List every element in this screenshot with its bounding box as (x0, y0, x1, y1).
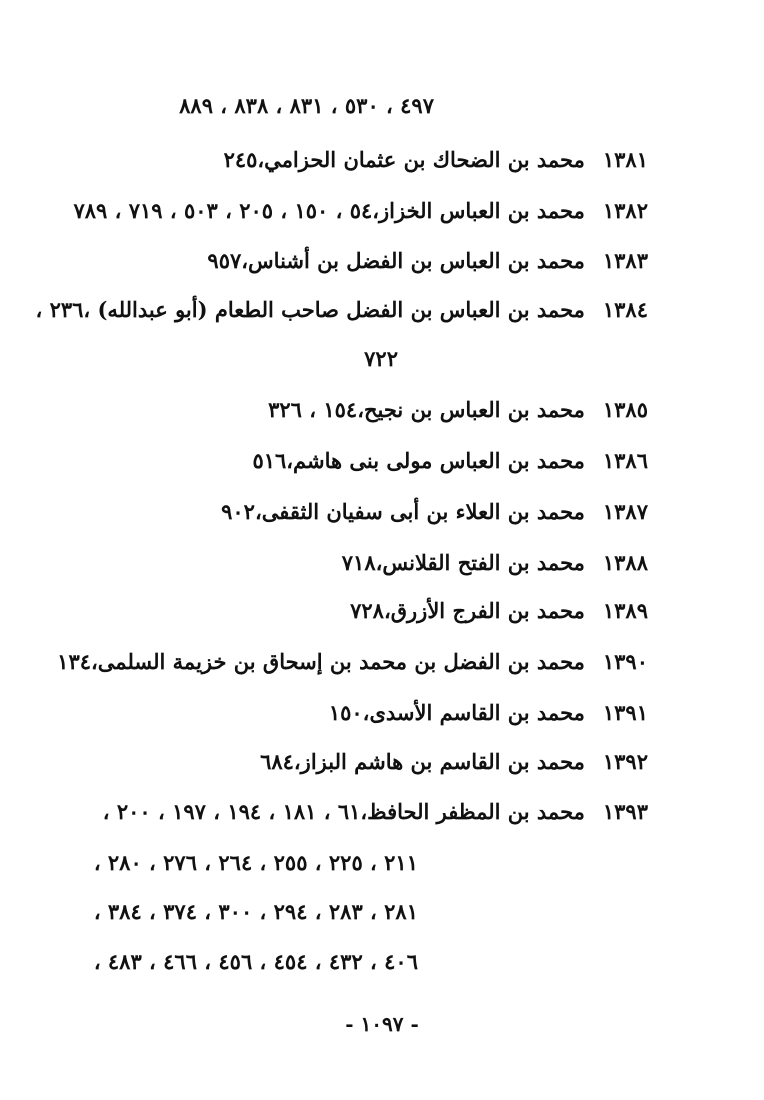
entry-number: ١٣٨١ (602, 147, 648, 172)
entry-text: محمد بن الفتح القلانس،٧١٨ (341, 550, 585, 575)
entry-text: محمد بن العلاء بن أبى سفيان الثقفى،٩٠٢ (221, 499, 585, 524)
index-entry-1386 (252, 447, 648, 475)
entry-text: ٢١١ ، ٢٢٥ ، ٢٥٥ ، ٢٦٤ ، ٢٧٦ ، ٢٨٠ ، (93, 850, 418, 875)
entry-text: محمد بن الفرج الأزرق،٧٢٨ (350, 598, 585, 623)
entry-text: محمد بن العباس مولى بنى هاشم،٥١٦ (252, 448, 585, 473)
entry-number: ١٣٨٢ (602, 198, 648, 223)
index-line-continuation (94, 948, 418, 976)
index-line-continuation (94, 898, 418, 926)
entry-number: ١٣٨٤ (602, 297, 648, 322)
index-entry-1391 (329, 699, 648, 727)
index-entry-1385 (268, 396, 648, 424)
entry-text: ٤٠٦ ، ٤٣٢ ، ٤٥٤ ، ٤٥٦ ، ٤٦٦ ، ٤٨٣ ، (93, 949, 418, 974)
index-entry-1381 (224, 146, 648, 174)
entry-number: ١٣٨٦ (602, 448, 648, 473)
index-line-continuation (94, 849, 418, 877)
index-entry-1390 (57, 648, 648, 676)
entry-text: محمد بن العباس بن الفضل صاحب الطعام (أبو عبدالله) ،٢٣٦ ، (35, 297, 585, 322)
index-entry-1384 (35, 296, 648, 324)
index-entry-1392 (260, 748, 648, 776)
entry-text: ٧٢٢ (364, 346, 398, 371)
entry-text: محمد بن القاسم بن هاشم البزاز،٦٨٤ (260, 749, 585, 774)
entry-number: ١٣٨٥ (602, 397, 648, 422)
entry-text: محمد بن العباس بن نجيح،١٥٤ ، ٣٢٦ (268, 397, 585, 422)
index-line-continuation (179, 92, 434, 120)
entry-text: محمد بن الفضل بن محمد بن إسحاق بن خزيمة السلمى،١٣٤ (57, 649, 585, 674)
entry-text: محمد بن العباس الخزاز،٥٤ ، ١٥٠ ، ٢٠٥ ، ٥٠٣ ، ٧١٩ ، ٧٨٩ (73, 198, 585, 223)
entry-text: محمد بن الضحاك بن عثمان الحزامي،٢٤٥ (223, 147, 585, 172)
index-entry-1393 (103, 798, 648, 826)
index-entry-1382 (73, 197, 648, 225)
entry-text: محمد بن المظفر الحافظ،٦١ ، ١٨١ ، ١٩٤ ، ١٩٧ ، ٢٠٠ ، (102, 799, 585, 824)
entry-number: ١٣٩٠ (602, 649, 648, 674)
entry-number: ١٣٨٧ (602, 499, 648, 524)
entry-text: ٢٨١ ، ٢٨٣ ، ٢٩٤ ، ٣٠٠ ، ٣٧٤ ، ٣٨٤ ، (93, 899, 418, 924)
entry-number: ١٣٨٨ (602, 550, 648, 575)
entry-text: محمد بن العباس بن الفضل بن أشناس،٩٥٧ (207, 248, 585, 273)
index-entry-1387 (221, 498, 648, 526)
entry-text: محمد بن القاسم الأسدى،١٥٠ (328, 700, 585, 725)
index-entry-1388 (342, 549, 648, 577)
entry-number: ١٣٨٩ (602, 598, 648, 623)
index-line-continuation (364, 345, 398, 373)
entry-number: ١٣٨٣ (602, 248, 648, 273)
index-entry-1389 (350, 597, 648, 625)
index-entry-1383 (207, 247, 648, 275)
page-number: - ١٠٩٧ - (345, 1012, 419, 1036)
entry-number: ١٣٩١ (602, 700, 648, 725)
entry-number: ١٣٩٣ (602, 799, 648, 824)
entry-text: ٤٩٧ ، ٥٣٠ ، ٨٣١ ، ٨٣٨ ، ٨٨٩ (179, 93, 434, 118)
entry-number: ١٣٩٢ (602, 749, 648, 774)
